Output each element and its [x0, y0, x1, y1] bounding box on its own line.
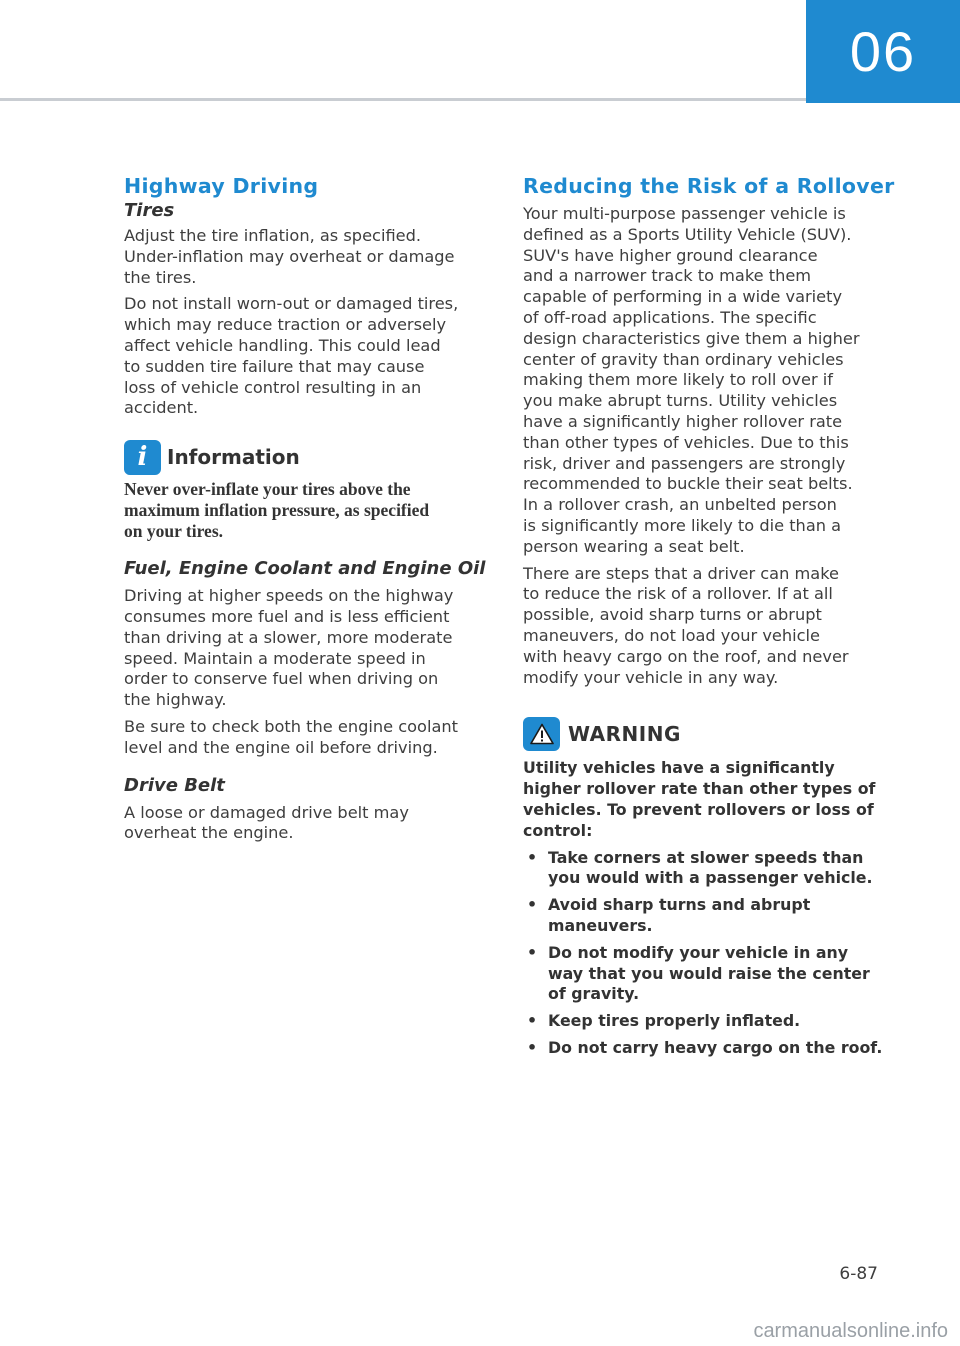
warning-list — [523, 848, 885, 1059]
list-item-text: Do not carry heavy cargo on the roof. — [548, 1037, 883, 1057]
list-item — [523, 895, 885, 937]
list-item-text: Take corners at slower speeds than you would with a passenger vehicle. — [548, 847, 873, 888]
bullet-mark: • — [527, 847, 538, 867]
highway-driving-heading: Highway Driving — [124, 174, 319, 198]
list-item-text: Keep tires properly inflated. — [548, 1011, 801, 1031]
information-text: Never over-inflate your tires above the maximum inflation pressure, as specified on your tires. — [124, 479, 430, 542]
header-rule — [0, 98, 806, 101]
page-number: 6-87 — [839, 1264, 878, 1284]
tires-paragraph-2: Do not install worn-out or damaged tires, which may reduce traction or adversely affect vehicle handling. This could lead to sudden tire failure that may cause loss of vehicle control resulting in an accident. — [124, 294, 459, 418]
bullet-mark: • — [527, 942, 538, 962]
list-item — [523, 848, 885, 890]
warning-header — [523, 716, 885, 752]
tires-paragraph-1: Adjust the tire inflation, as specified. Under-inflation may overheat or damage the tires. — [124, 226, 455, 287]
warning-icon — [523, 717, 560, 751]
chapter-tab — [806, 0, 960, 103]
list-item-text: Do not modify your vehicle in any way that you would raise the center of gravity. — [548, 942, 870, 1004]
info-icon: i — [124, 440, 161, 475]
warning-title: WARNING — [568, 722, 681, 747]
fuel-coolant-oil-heading: Fuel, Engine Coolant and Engine Oil — [124, 558, 486, 580]
left-column — [124, 170, 486, 844]
list-item — [523, 943, 885, 1005]
right-column — [523, 170, 895, 1059]
rollover-paragraph-1: Your multi-purpose passenger vehicle is defined as a Sports Utility Vehicle (SUV). SUV's have higher ground clearance and a narrower track to make them capable of performing in a wide variety of off-road applications. The specific design characteristics give them a higher center of gravity than ordinary vehicles making them more likely to roll over if you make abrupt turns. Utility vehicles have a significantly higher rollover rate than other types of vehicles. Due to this risk, driver and passengers are strongly recommended to buckle their seat belts. In a rollover crash, an unbelted person is significantly more likely to die than a person wearing a seat belt. — [523, 204, 860, 556]
bullet-mark: • — [527, 895, 538, 915]
tires-heading: Tires — [124, 200, 175, 221]
rollover-paragraph-2: There are steps that a driver can make to reduce the risk of a rollover. If at all possible, avoid sharp turns or abrupt maneuvers, do not load your vehicle with heavy cargo on the roof, and never modify your vehicle in any way. — [523, 563, 849, 687]
list-item — [523, 1011, 885, 1032]
warning-intro: Utility vehicles have a significantly higher rollover rate than other types of vehicles. To prevent rollovers or loss of control: — [523, 758, 876, 840]
drive-belt-heading: Drive Belt — [124, 774, 225, 796]
bullet-mark: • — [527, 1037, 538, 1057]
list-item — [523, 1038, 885, 1059]
bullet-mark: • — [527, 1011, 538, 1031]
fuel-paragraph-2: Be sure to check both the engine coolant level and the engine oil before driving. — [124, 716, 458, 757]
watermark: carmanualsonline.info — [753, 1320, 948, 1342]
information-title: Information — [167, 445, 300, 470]
drive-belt-paragraph: A loose or damaged drive belt may overheat the engine. — [124, 802, 409, 843]
chapter-number: 06 — [849, 20, 917, 83]
list-item-text: Avoid sharp turns and abrupt maneuvers. — [548, 895, 811, 935]
rollover-heading: Reducing the Risk of a Rollover — [523, 174, 895, 198]
fuel-paragraph-1: Driving at higher speeds on the highway consumes more fuel and is less efficient than driving at a slower, more moderate speed. Maintain a moderate speed in order to conserve fuel when driving on the highway. — [124, 586, 454, 710]
information-header — [124, 439, 486, 475]
